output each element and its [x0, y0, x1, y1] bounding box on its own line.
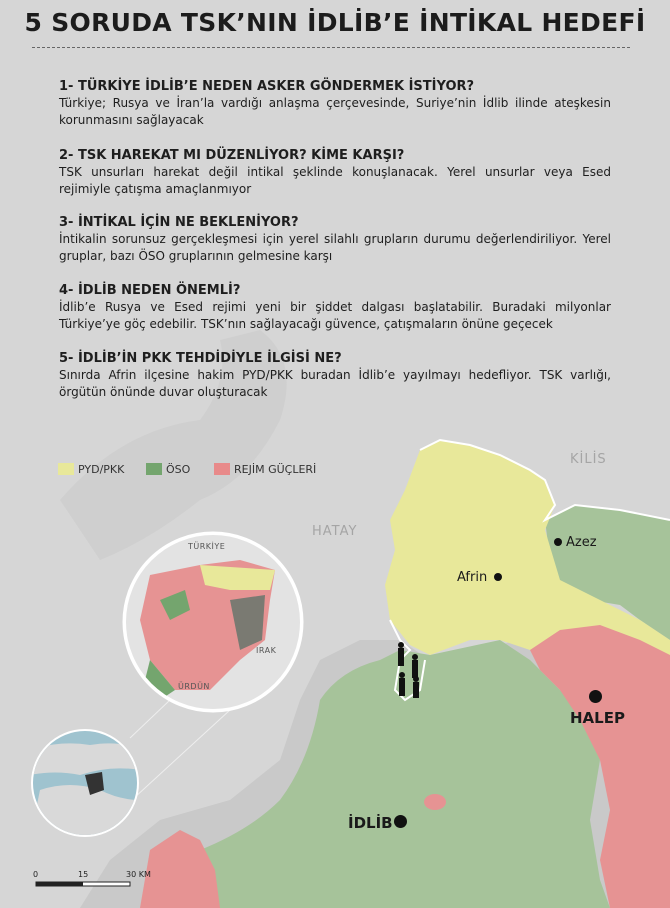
- city-dot-afrin: [494, 573, 502, 581]
- answer-2: TSK unsurları harekat değil intikal şeklinde konuşlanacak. Yerel unsurlar veya Esed rejimiyle çatışma amaçlanmıyor: [59, 165, 611, 196]
- legend-swatch-pyd: [58, 463, 74, 475]
- title-divider: [32, 47, 630, 48]
- city-label-halep: HALEP: [570, 709, 625, 727]
- region-label-kilis: KİLİS: [570, 452, 607, 467]
- inset-label-irak: IRAK: [256, 646, 277, 655]
- legend-label-oso: ÖSO: [166, 463, 191, 476]
- city-label-azez: Azez: [566, 535, 597, 550]
- question-3: 3- İNTİKAL İÇİN NE BEKLENİYOR?: [59, 215, 299, 230]
- city-label-afrin: Afrin: [457, 570, 488, 585]
- region-label-hatay: HATAY: [312, 524, 358, 539]
- answer-5: Sınırda Afrin ilçesine hakim PYD/PKK buradan İdlib’e yayılmayı hedefliyor. TSK varlığı, örgütün önünde duvar oluşturacak: [59, 368, 611, 399]
- legend-swatch-oso: [146, 463, 162, 475]
- city-label-idlib: İDLİB: [348, 814, 393, 832]
- scale-bar: [36, 882, 130, 886]
- legend-label-pyd: PYD/PKK: [78, 463, 125, 476]
- question-1: 1- TÜRKİYE İDLİB’E NEDEN ASKER GÖNDERMEK İSTİYOR?: [59, 79, 475, 94]
- question-block-5: [59, 350, 611, 401]
- question-block-1: [59, 78, 611, 129]
- callout-line: [130, 700, 170, 738]
- question-block-4: [59, 282, 611, 333]
- answer-4: İdlib’e Rusya ve Esed rejimi yeni bir şiddet dalgası başlatabilir. Buradaki milyonlar Türkiye’ye göç edebilir. TSK’nın sağlayacağı güvence, çatışmaların önüne geçecek: [59, 300, 611, 331]
- city-dot-halep: [589, 690, 602, 703]
- inset-label-urdun: ÜRDÜN: [178, 682, 210, 691]
- question-block-3: [59, 214, 611, 265]
- scale-tick-0: 0: [33, 870, 39, 879]
- answer-3: İntikalin sorunsuz gerçekleşmesi için yerel silahlı grupların durumu değerlendiriliyor. Yerel gruplar, bazı ÖSO gruplarının gelmesine karşı: [59, 232, 611, 263]
- inset-label-turkiye: TÜRKİYE: [188, 542, 226, 551]
- question-2: 2- TSK HAREKAT MI DÜZENLİYOR? KİME KARŞI?: [59, 148, 405, 163]
- answer-1: Türkiye; Rusya ve İran’la vardığı anlaşma çerçevesinde, Suriye’nin İdlib ilinde ateşkesin korunmasını sağlayacak: [59, 96, 611, 127]
- question-block-2: [59, 147, 611, 198]
- question-5: 5- İDLİB’İN PKK TEHDİDİYLE İLGİSİ NE?: [59, 351, 342, 366]
- city-dot-azez: [554, 538, 562, 546]
- scale-tick-30: 30 KM: [126, 870, 151, 879]
- legend-swatch-rejim: [214, 463, 230, 475]
- scale-tick-15: 15: [78, 870, 89, 879]
- rejim-patch: [424, 794, 446, 810]
- page-title: 5 SORUDA TSK’NIN İDLİB’E İNTİKAL HEDEFİ: [24, 8, 646, 37]
- legend-label-rejim: REJİM GÜÇLERİ: [234, 463, 317, 476]
- city-dot-idlib: [394, 815, 407, 828]
- question-4: 4- İDLİB NEDEN ÖNEMLİ?: [59, 283, 241, 298]
